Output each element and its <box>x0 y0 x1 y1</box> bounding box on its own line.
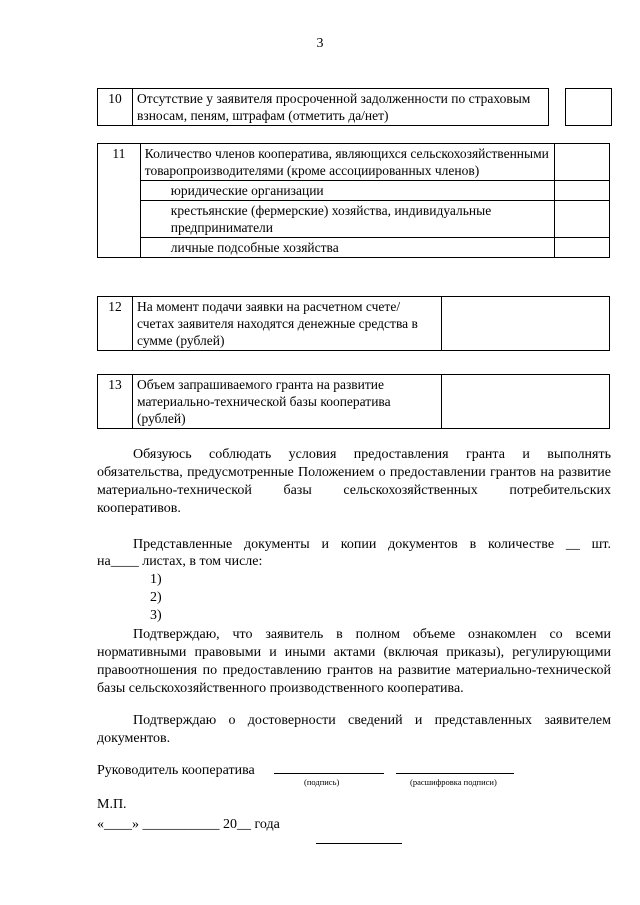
row-text: Отсутствие у заявителя просроченной задолженности по страховым взносам, пеням, штрафам (отметить да/нет) <box>133 89 549 126</box>
value-cell[interactable] <box>555 181 610 201</box>
stamp-label: М.П. <box>97 797 127 812</box>
signature-label: Руководитель кооператива <box>97 763 255 778</box>
value-cell[interactable] <box>442 375 610 429</box>
document-item: 1) <box>150 572 162 587</box>
row-text: Объем запрашиваемого гранта на развитие материально-технической базы кооператива (рублей) <box>133 375 442 429</box>
answer-box-10[interactable] <box>565 88 612 126</box>
decoding-caption: (расшифровка подписи) <box>410 777 497 787</box>
date-line: «____» ___________ 20__ года <box>97 817 280 832</box>
row-11 <box>97 143 610 258</box>
sub-item: крестьянские (фермерские) хозяйства, индивидуальные предприниматели <box>140 201 554 238</box>
documents-line1: Представленные документы и копии документов в количестве __ шт. <box>133 537 611 552</box>
paragraph-obligation: Обязуюсь соблюдать условия предоставления гранта и выполнять обязательства, предусмотренные Положением о предоставлении грантов на развитие материально-технической базы сельскохозяйственных потребительских кооперативов. <box>97 447 611 516</box>
document-item: 3) <box>150 608 162 623</box>
row-text: На момент подачи заявки на расчетном счете/счетах заявителя находятся денежные средства в сумме (рублей) <box>133 297 442 351</box>
row-text: Количество членов кооператива, являющихся сельскохозяйственными товаропроизводителями (кроме ассоциированных членов) <box>140 144 554 181</box>
value-cell[interactable] <box>555 238 610 258</box>
value-cell[interactable] <box>555 201 610 238</box>
sub-item: юридические организации <box>140 181 554 201</box>
row-number: 12 <box>98 297 133 351</box>
row-number: 11 <box>98 144 141 258</box>
paragraph-confirm-1: Подтверждаю, что заявитель в полном объеме ознакомлен со всеми нормативными правовыми и иными актами (включая приказы), регулирующими правоотношения по предоставлению грантов на развитие материально-технической базы сельскохозяйственного производственного кооператива. <box>97 627 611 696</box>
page-number: 3 <box>316 36 324 51</box>
signature-line[interactable] <box>274 773 384 774</box>
row-13 <box>97 374 610 429</box>
value-cell[interactable] <box>555 144 610 181</box>
documents-line2: на____ листах, в том числе: <box>97 554 263 569</box>
paragraph-confirm-2: Подтверждаю о достоверности сведений и представленных заявителем документов. <box>97 713 611 746</box>
footer-rule <box>316 843 402 844</box>
row-10 <box>97 88 549 126</box>
signature-caption: (подпись) <box>304 777 340 787</box>
document-item: 2) <box>150 590 162 605</box>
row-12 <box>97 296 610 351</box>
value-cell[interactable] <box>442 297 610 351</box>
row-number: 10 <box>98 89 133 126</box>
decoding-line[interactable] <box>396 773 514 774</box>
row-number: 13 <box>98 375 133 429</box>
sub-item: личные подсобные хозяйства <box>140 238 554 258</box>
